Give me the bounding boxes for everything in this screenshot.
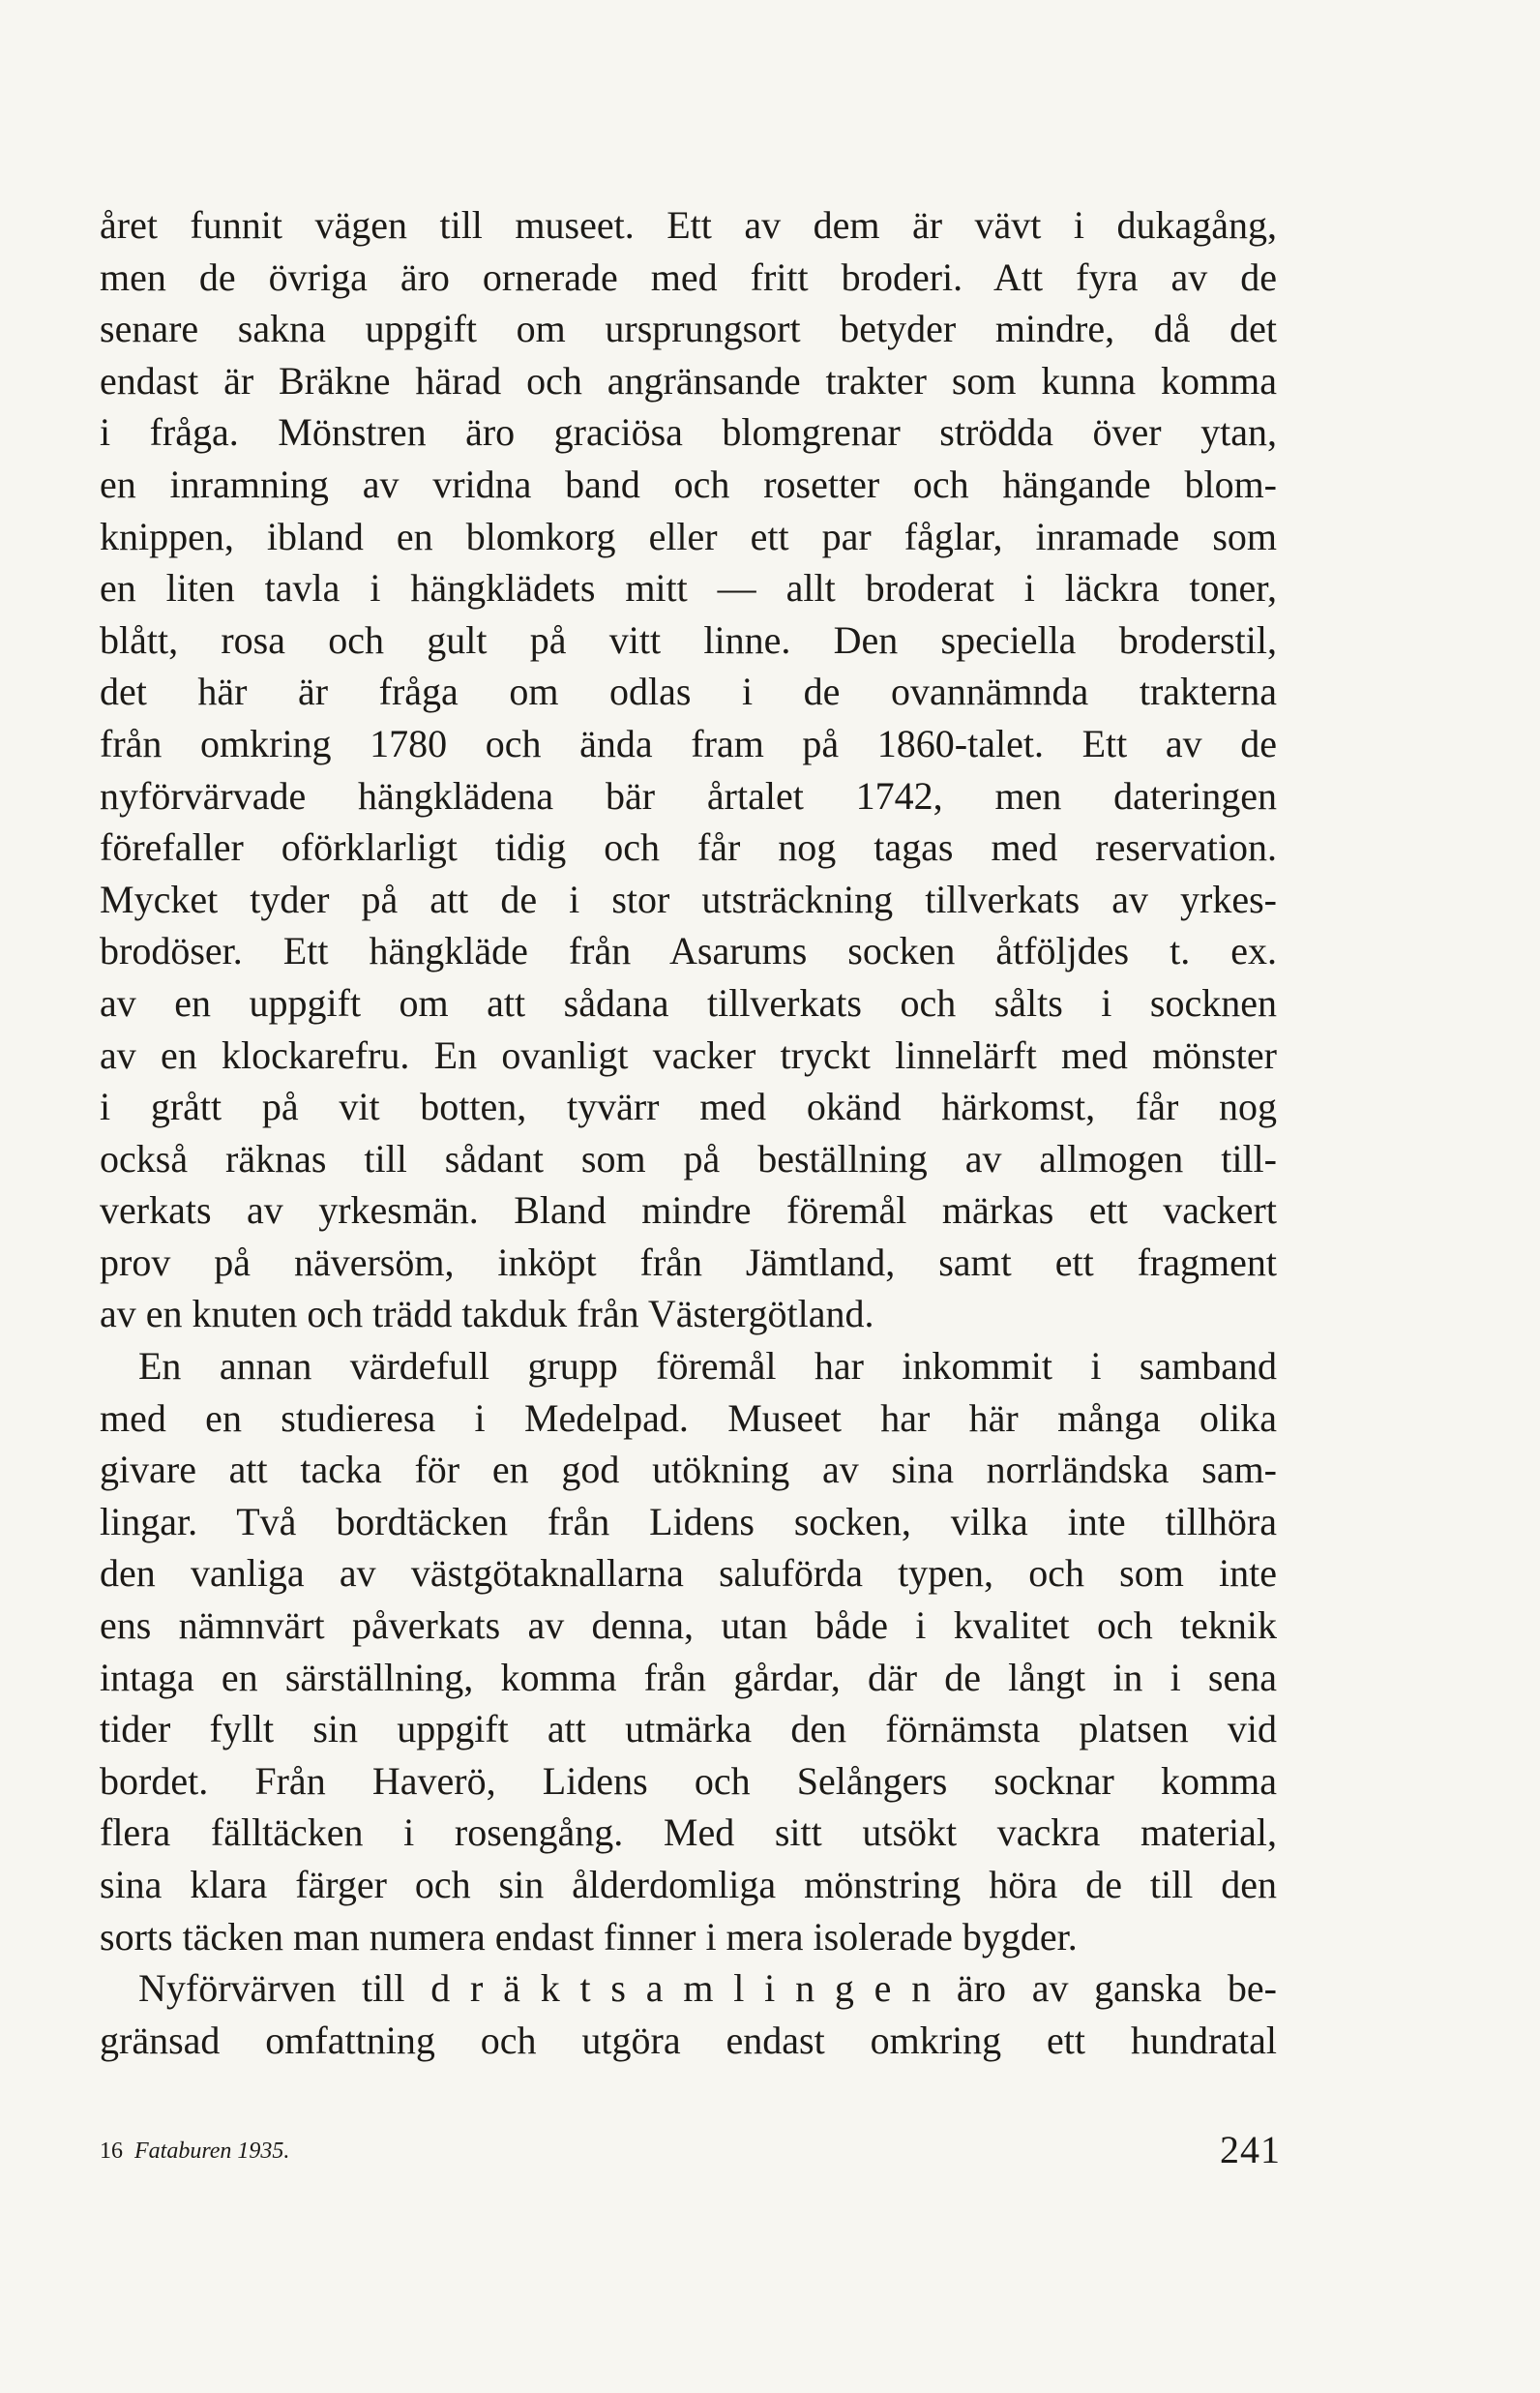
- text-line: en liten tavla i hängklädets mitt — allt broderat i läckra toner,: [100, 566, 1277, 611]
- text-line: men de övriga äro ornerade med fritt broderi. Att fyra av de: [100, 254, 1277, 299]
- page-number: 241: [1220, 2128, 1281, 2171]
- text-line: intaga en särställning, komma från gårdar, där de långt in i sena: [100, 1655, 1277, 1699]
- text-line: av en uppgift om att sådana tillverkats och sålts i socknen: [100, 980, 1277, 1025]
- text-line: sina klara färger och sin ålderdomliga mönstring höra de till den: [100, 1863, 1277, 1906]
- text-line: med en studieresa i Medelpad. Museet har här många olika: [100, 1395, 1277, 1440]
- signature-title: Fataburen 1935.: [134, 2139, 290, 2164]
- text-line: Mycket tyder på att de i stor utsträckning tillverkats av yrkes-: [100, 877, 1277, 921]
- text-line: tider fyllt sin uppgift att utmärka den förnämsta platsen vid: [100, 1707, 1277, 1751]
- paragraph-2: [100, 1340, 1277, 1962]
- text-line: brodöser. Ett hängkläde från Asarums socken åtföljdes t. ex.: [100, 929, 1277, 973]
- text-line: sorts täcken man numera endast finner i mera isolerade bygder.: [100, 1914, 1078, 1959]
- text-line: lingar. Två bordtäcken från Lidens socken, vilka inte tillhöra: [100, 1499, 1277, 1543]
- text-line: flera fälltäcken i rosengång. Med sitt utsökt vackra material,: [100, 1810, 1277, 1855]
- text-line: i grått på vit botten, tyvärr med okänd härkomst, får nog: [100, 1085, 1277, 1129]
- text-line: nyförvärvade hängklädena bär årtalet 1742, men dateringen: [100, 773, 1277, 818]
- page-footer: [100, 2127, 1281, 2185]
- text-line: det här är fråga om odlas i de ovannämnda trakterna: [100, 670, 1277, 714]
- emphasized-term: dräktsamlingen: [430, 1966, 952, 2011]
- signature-number: 16: [100, 2139, 123, 2164]
- text-line: från omkring 1780 och ända fram på 1860-talet. Ett av de: [100, 721, 1277, 765]
- text-line: året funnit vägen till museet. Ett av dem är vävt i dukagång,: [100, 203, 1277, 247]
- text-line: En annan värdefull grupp föremål har inkommit i samband: [138, 1344, 1277, 1389]
- text-line: förefaller oförklarligt tidig och får nog tagas med reservation.: [100, 825, 1277, 870]
- text-line: den vanliga av västgötaknallarna saluförda typen, och som inte: [100, 1551, 1277, 1596]
- text-line: av en klockarefru. En ovanligt vacker tryckt linnelärft med mönster: [100, 1032, 1277, 1077]
- text-line: givare att tacka för en god utökning av sina norrländska sam-: [100, 1448, 1277, 1492]
- text-line: knippen, ibland en blomkorg eller ett par fåglar, inramade som: [100, 514, 1277, 558]
- text-line: bordet. Från Haverö, Lidens och Selångers socknar komma: [100, 1758, 1277, 1803]
- text-line: gränsad omfattning och utgöra endast omkring ett hundratal: [100, 2018, 1277, 2062]
- signature-mark: [100, 2139, 289, 2165]
- text-line: i fråga. Mönstren äro graciösa blomgrenar strödda över ytan,: [100, 410, 1277, 455]
- text-line: prov på näversöm, inköpt från Jämtland, samt ett fragment: [100, 1240, 1277, 1284]
- text-line: en inramning av vridna band och rosetter och hängande blom-: [100, 462, 1277, 506]
- text-line: senare sakna uppgift om ursprungsort betyder mindre, då det: [100, 307, 1277, 351]
- paragraph-3: [100, 1962, 1277, 2066]
- text-line: blått, rosa och gult på vitt linne. Den speciella broderstil,: [100, 617, 1277, 662]
- paragraph-1: [100, 199, 1277, 1340]
- text-line: endast är Bräkne härad och angränsande trakter som kunna komma: [100, 358, 1277, 403]
- body-text: [100, 199, 1277, 2066]
- text-line: [100, 1962, 1277, 2015]
- text-fragment: Nyförvärven till: [138, 1966, 431, 2011]
- text-fragment: äro av ganska be-: [931, 1966, 1278, 2011]
- text-line: av en knuten och trädd takduk från Västergötland.: [100, 1292, 874, 1336]
- text-line: verkats av yrkesmän. Bland mindre föremål märkas ett vackert: [100, 1188, 1277, 1233]
- text-line: ens nämnvärt påverkats av denna, utan både i kvalitet och teknik: [100, 1603, 1277, 1648]
- text-line: också räknas till sådant som på beställning av allmogen till-: [100, 1136, 1277, 1181]
